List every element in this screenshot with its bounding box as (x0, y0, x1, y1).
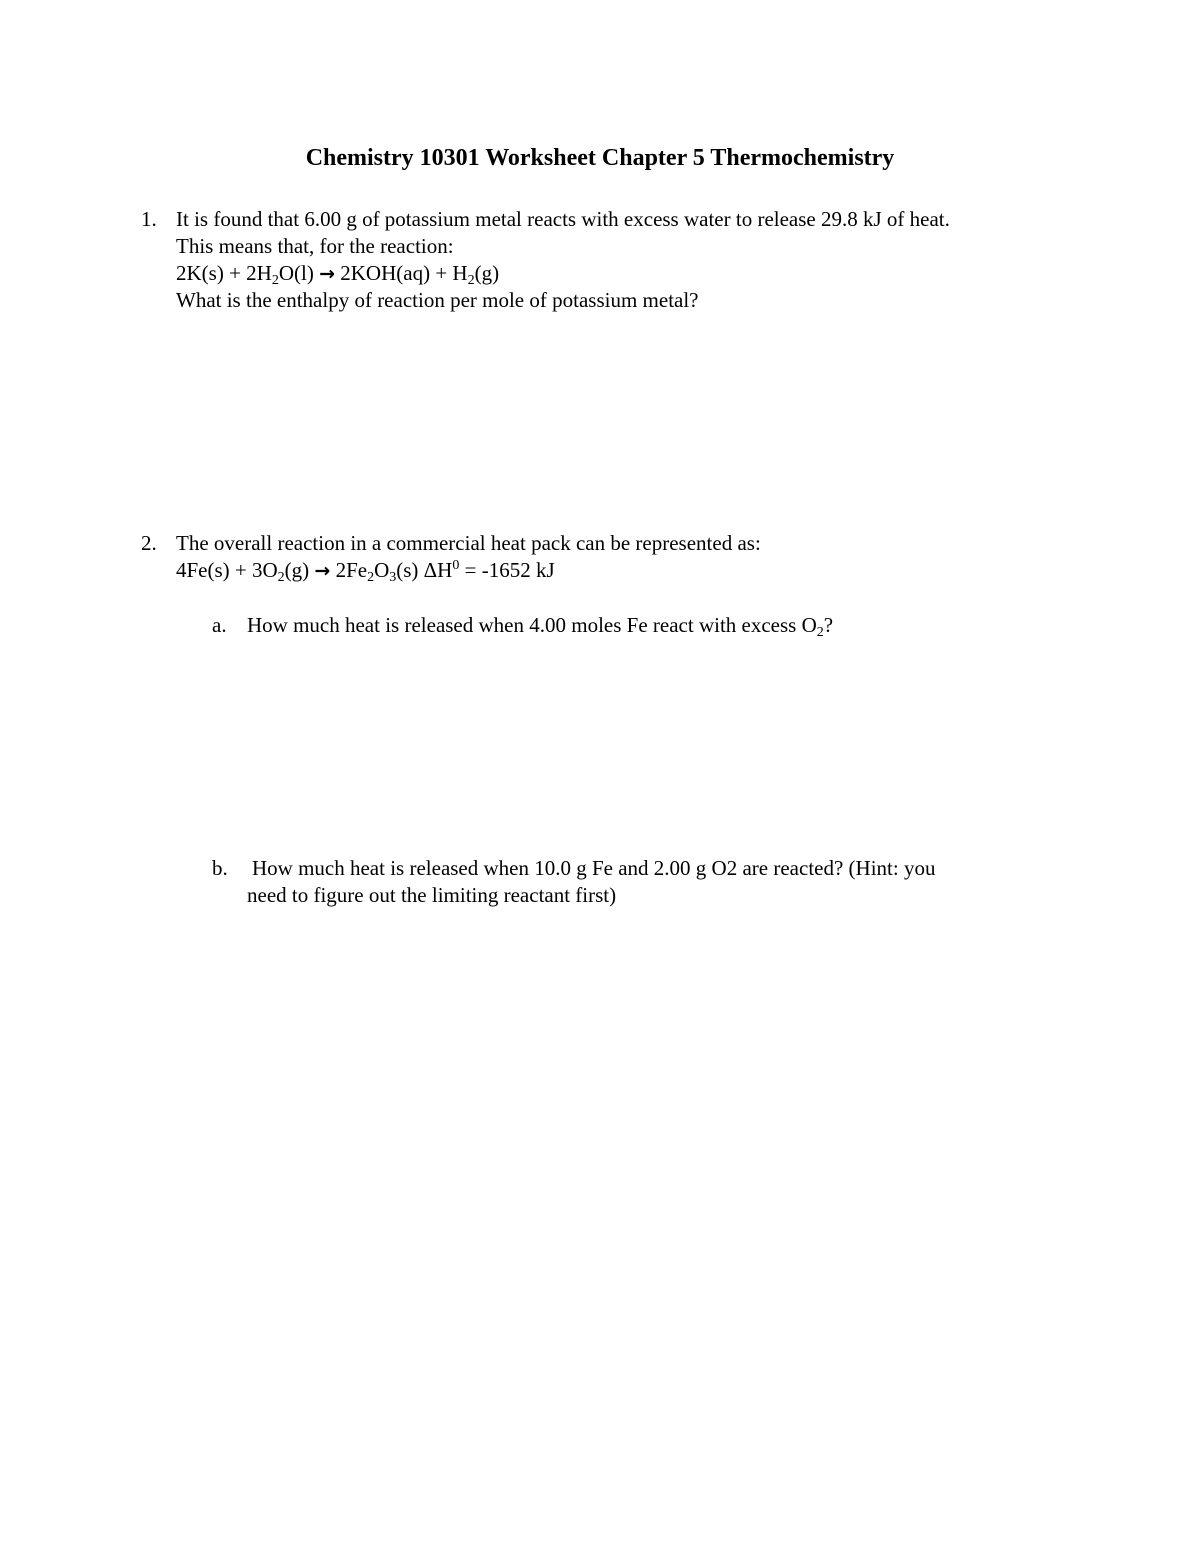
page-title: Chemistry 10301 Worksheet Chapter 5 Thermochemistry (305, 145, 895, 171)
question-1-prompt: What is the enthalpy of reaction per mole of potassium metal? (176, 288, 699, 312)
question-2b-line-1: How much heat is released when 10.0 g Fe and 2.00 g O2 are reacted? (Hint: you (252, 856, 936, 880)
question-2b-line-2: need to figure out the limiting reactant first) (247, 883, 617, 907)
question-2b-label: b. (212, 856, 228, 880)
question-2a-label: a. (212, 613, 227, 637)
question-2a-text: How much heat is released when 4.00 moles Fe react with excess $O_2$? (247, 613, 834, 640)
question-1-number: 1. (141, 207, 157, 231)
question-1-line-1: It is found that 6.00 g of potassium metal reacts with excess water to release 29.8 kJ of heat. (176, 207, 950, 231)
question-2-line-1: The overall reaction in a commercial heat pack can be represented as: (176, 531, 761, 555)
question-1-line-2: This means that, for the reaction: (176, 234, 454, 258)
question-2-number: 2. (141, 531, 157, 555)
reaction-arrow-icon: → (314, 560, 331, 582)
question-2-equation: $4Fe(s) + 3O_2(g) \to 2Fe_2O_3(s) \Delta H^0 = -1652$ kJ (176, 558, 555, 585)
reaction-arrow-icon: → (319, 263, 336, 285)
question-1-equation: $2K(s) + 2H_2O(l) \to 2KOH(aq) + H_2(g)$ (176, 261, 500, 288)
